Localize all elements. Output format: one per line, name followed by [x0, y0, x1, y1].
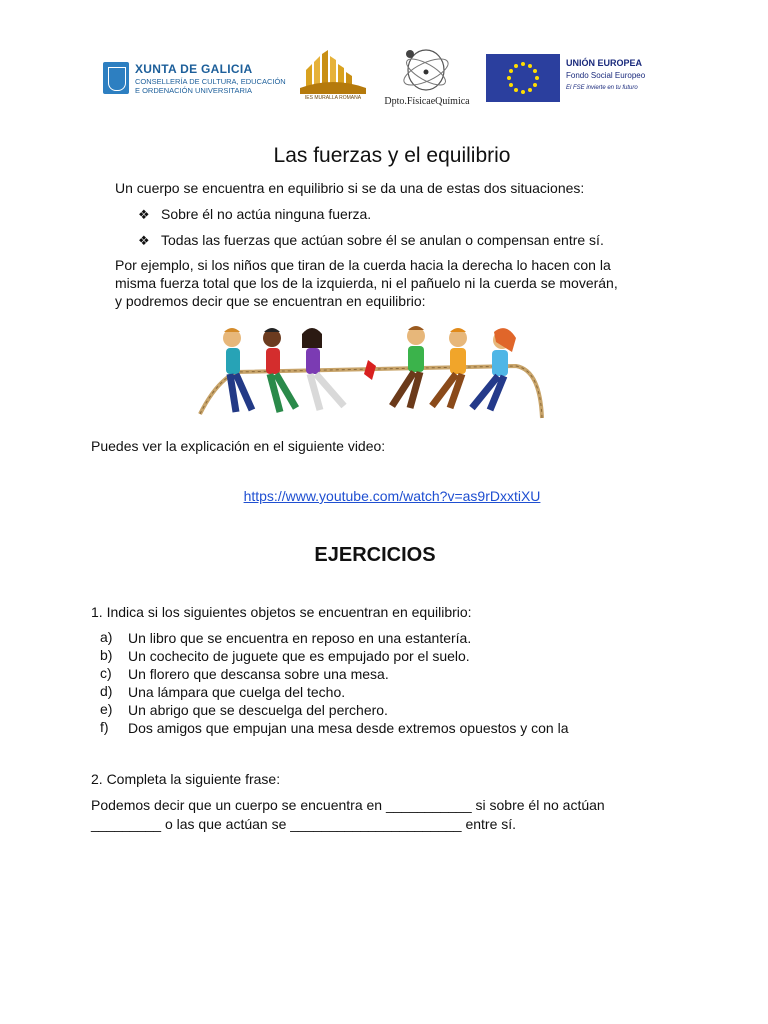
question-1: 1. Indica si los siguientes objetos se encuentran en equilibrio: — [91, 604, 472, 620]
list-marker: f) — [100, 719, 109, 735]
ies-label: IES MURALLA ROMANA — [304, 95, 362, 101]
list-marker: a) — [100, 629, 113, 645]
eu-flag-icon — [486, 54, 560, 102]
list-item: Un abrigo que se descuelga del perchero. — [128, 702, 388, 718]
list-marker: c) — [100, 665, 112, 681]
list-marker: d) — [100, 683, 113, 699]
intro-text: Un cuerpo se encuentra en equilibrio si se da una de estas dos situaciones: — [115, 180, 585, 196]
video-intro-text: Puedes ver la explicación en el siguiente video: — [91, 438, 386, 454]
question-2: 2. Completa la siguiente frase: — [91, 771, 281, 787]
eu-tagline: El FSE invierte en tu futuro — [566, 85, 638, 91]
eu-subtitle: Fondo Social Europeo — [566, 71, 646, 80]
xunta-subtitle — [135, 77, 286, 95]
bullet-diamond-icon: ❖ — [138, 233, 150, 248]
ies-building-icon — [298, 50, 368, 96]
xunta-logo — [103, 60, 303, 100]
eu-title: UNIÓN EUROPEA — [566, 58, 643, 68]
atom-icon — [374, 46, 480, 96]
list-item: Un florero que descansa sobre una mesa. — [128, 666, 389, 682]
bullet-item: Sobre él no actúa ninguna fuerza. — [161, 206, 372, 222]
eu-logo — [486, 54, 666, 102]
example-line: y podremos decir que se encuentran en equilibrio: — [115, 293, 426, 309]
xunta-subtitle-line-1: CONSELLERÍA DE CULTURA, EDUCACIÓN — [135, 77, 286, 86]
example-line: Por ejemplo, si los niños que tiran de la cuerda hacia la derecha lo hacen con la — [115, 257, 611, 273]
dpto-label: Dpto.FísicaeQuímica — [384, 96, 470, 107]
bullet-item: Todas las fuerzas que actúan sobre él se anulan o compensan entre sí. — [161, 232, 604, 248]
ies-logo — [298, 50, 368, 104]
list-item: Un cochecito de juguete que es empujado por el suelo. — [128, 648, 470, 664]
bullet-diamond-icon: ❖ — [138, 207, 150, 222]
list-marker: b) — [100, 647, 113, 663]
dpto-logo — [374, 46, 480, 110]
page-title: Las fuerzas y el equilibrio — [273, 144, 511, 167]
list-item: Un libro que se encuentra en reposo en una estantería. — [128, 630, 472, 646]
youtube-link[interactable]: https://www.youtube.com/watch?v=as9rDxxtiXU — [243, 488, 541, 504]
list-item: Dos amigos que empujan una mesa desde extremos opuestos y con la — [128, 720, 569, 736]
exercises-heading: EJERCICIOS — [314, 544, 436, 566]
xunta-crest-icon — [103, 62, 129, 94]
list-item: Una lámpara que cuelga del techo. — [128, 684, 346, 700]
example-line: misma fuerza total que los de la izquierda, ni el pañuelo ni la cuerda se moverán, — [115, 275, 618, 291]
tug-of-war-illustration — [196, 322, 548, 428]
fill-blank-line: Podemos decir que un cuerpo se encuentra en ___________ si sobre él no actúan — [91, 797, 605, 813]
xunta-subtitle-line-2: E ORDENACIÓN UNIVERSITARIA — [135, 86, 252, 95]
fill-blank-line: _________ o las que actúan se ______________________ entre sí. — [91, 816, 517, 832]
xunta-title: XUNTA DE GALICIA — [135, 62, 253, 76]
list-marker: e) — [100, 701, 113, 717]
